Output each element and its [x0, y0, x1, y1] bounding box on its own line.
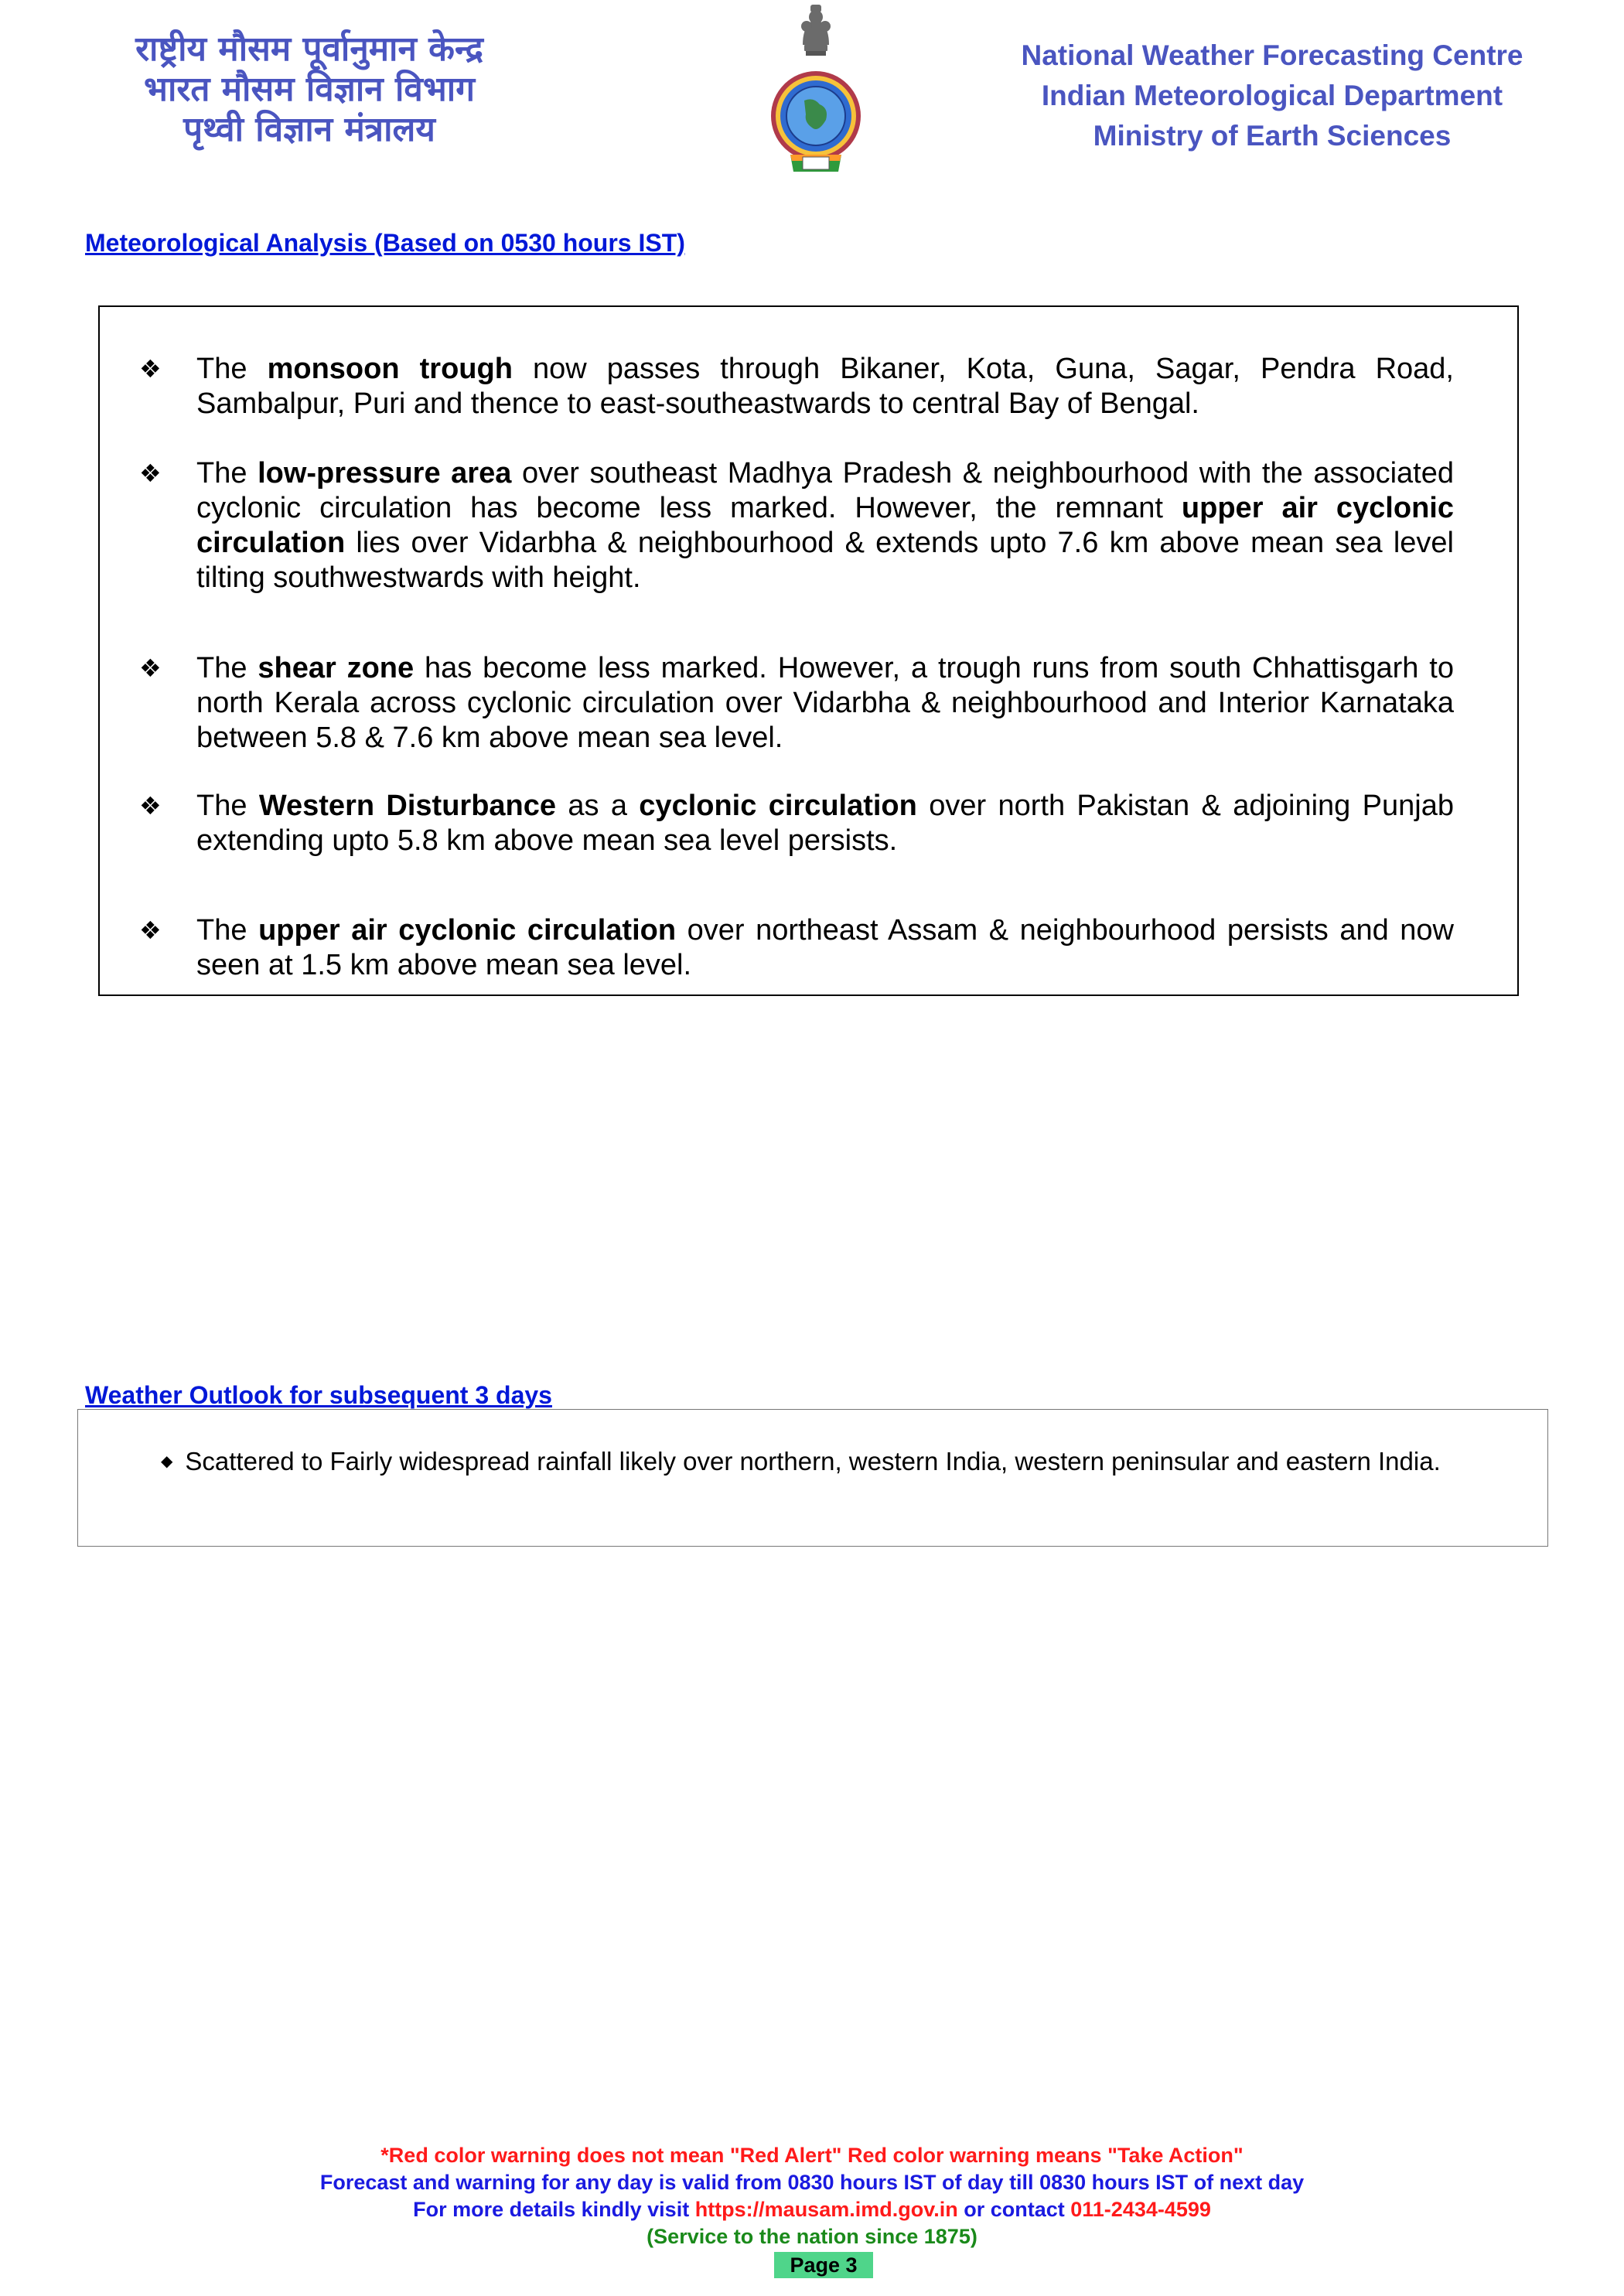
emblem-svg — [758, 0, 874, 186]
text-run: has become less marked. However, a trough runs from south Chhattisgarh to north Kerala across cyclonic circulation over Vidarbha & neighbourhood and Interior Karnataka between 5.8 & 7.6 km above mean sea level. — [196, 652, 1454, 754]
bold-term: upper air cyclonic circulation — [196, 492, 1454, 559]
analysis-bullet-text — [196, 789, 1454, 858]
footer-contact-mid: or contact — [957, 2198, 1071, 2221]
small-diamond-bullet-icon: ◆ — [161, 1452, 173, 1470]
footer-phone: 011-2434-4599 — [1070, 2198, 1211, 2221]
analysis-bullet-text — [196, 913, 1454, 983]
footer-validity: Forecast and warning for any day is valid from 0830 hours IST of day till 0830 hours IST of next day — [319, 2171, 1305, 2194]
analysis-bullet-text — [196, 651, 1454, 756]
text-run: over southeast Madhya Pradesh & neighbourhood with the associated cyclonic circulation has become less marked. However, the remnant — [196, 457, 1454, 524]
footer-service-since: (Service to the nation since 1875) — [647, 2225, 977, 2248]
analysis-bullet-text — [196, 456, 1454, 595]
text-run: over northeast Assam & neighbourhood persists and now seen at 1.5 km above mean sea level. — [196, 914, 1455, 981]
header-hindi-line-3: पृथ्वी विज्ञान मंत्रालय — [183, 110, 435, 149]
text-run: lies over Vidarbha & neighbourhood & extends upto 7.6 km above mean sea level tilting southwestwards with height. — [196, 527, 1454, 594]
footer-website-link[interactable]: https://mausam.imd.gov.in — [694, 2198, 958, 2221]
bold-term: shear zone — [258, 652, 415, 684]
bold-term: Western Disturbance — [258, 790, 557, 822]
analysis-bullet-text — [196, 352, 1454, 421]
text-run: The — [196, 790, 259, 822]
header-hindi-block — [93, 29, 526, 150]
diamond-bullet-icon: ❖ — [139, 916, 162, 945]
diamond-bullet-icon: ❖ — [139, 354, 162, 384]
bold-term: low-pressure area — [258, 457, 512, 490]
diamond-bullet-icon: ❖ — [139, 791, 162, 820]
page-number-badge: Page 3 — [774, 2252, 873, 2278]
bold-term: monsoon trough — [267, 353, 513, 385]
header-english-line-3: Ministry of Earth Sciences — [1093, 120, 1452, 152]
outlook-item-text: Scattered to Fairly widespread rainfall likely over northern, western India, western peninsular and eastern India. — [185, 1447, 1441, 1476]
bold-term: upper air cyclonic circulation — [258, 914, 677, 947]
diamond-bullet-icon: ❖ — [139, 459, 162, 488]
footer-contact — [0, 2195, 1624, 2223]
footer-red-warning: *Red color warning does not mean "Red Alert" Red color warning means "Take Action" — [380, 2144, 1244, 2167]
imd-emblem-logo — [758, 0, 874, 186]
header-english-line-1: National Weather Forecasting Centre — [1021, 39, 1523, 71]
analysis-heading[interactable]: Meteorological Analysis (Based on 0530 hours IST) — [85, 229, 685, 257]
text-run: The — [196, 914, 259, 947]
bold-term: cyclonic circulation — [639, 790, 917, 822]
text-run: The — [196, 652, 258, 684]
header-hindi-line-1: राष्ट्रीय मौसम पूर्वानुमान केन्द्र — [135, 29, 483, 69]
header-english-line-2: Indian Meteorological Department — [1041, 80, 1503, 111]
outlook-item-1 — [161, 1446, 1441, 1480]
header-hindi-line-2: भारत मौसम विज्ञान विभाग — [144, 70, 475, 109]
text-run: over north Pakistan & adjoining Punjab extending upto 5.8 km above mean sea level persists. — [196, 790, 1454, 857]
text-run: now passes through Bikaner, Kota, Guna, Sagar, Pendra Road, Sambalpur, Puri and thence to east-southeastwards to central Bay of Bengal. — [196, 353, 1454, 420]
text-run: as a — [556, 790, 640, 822]
outlook-heading[interactable]: Weather Outlook for subsequent 3 days — [85, 1381, 552, 1409]
text-run: The — [196, 457, 258, 490]
header-english-block — [994, 36, 1551, 156]
diamond-bullet-icon: ❖ — [139, 653, 162, 683]
text-run: The — [196, 353, 268, 385]
footer-contact-prefix: For more details kindly visit — [413, 2198, 695, 2221]
